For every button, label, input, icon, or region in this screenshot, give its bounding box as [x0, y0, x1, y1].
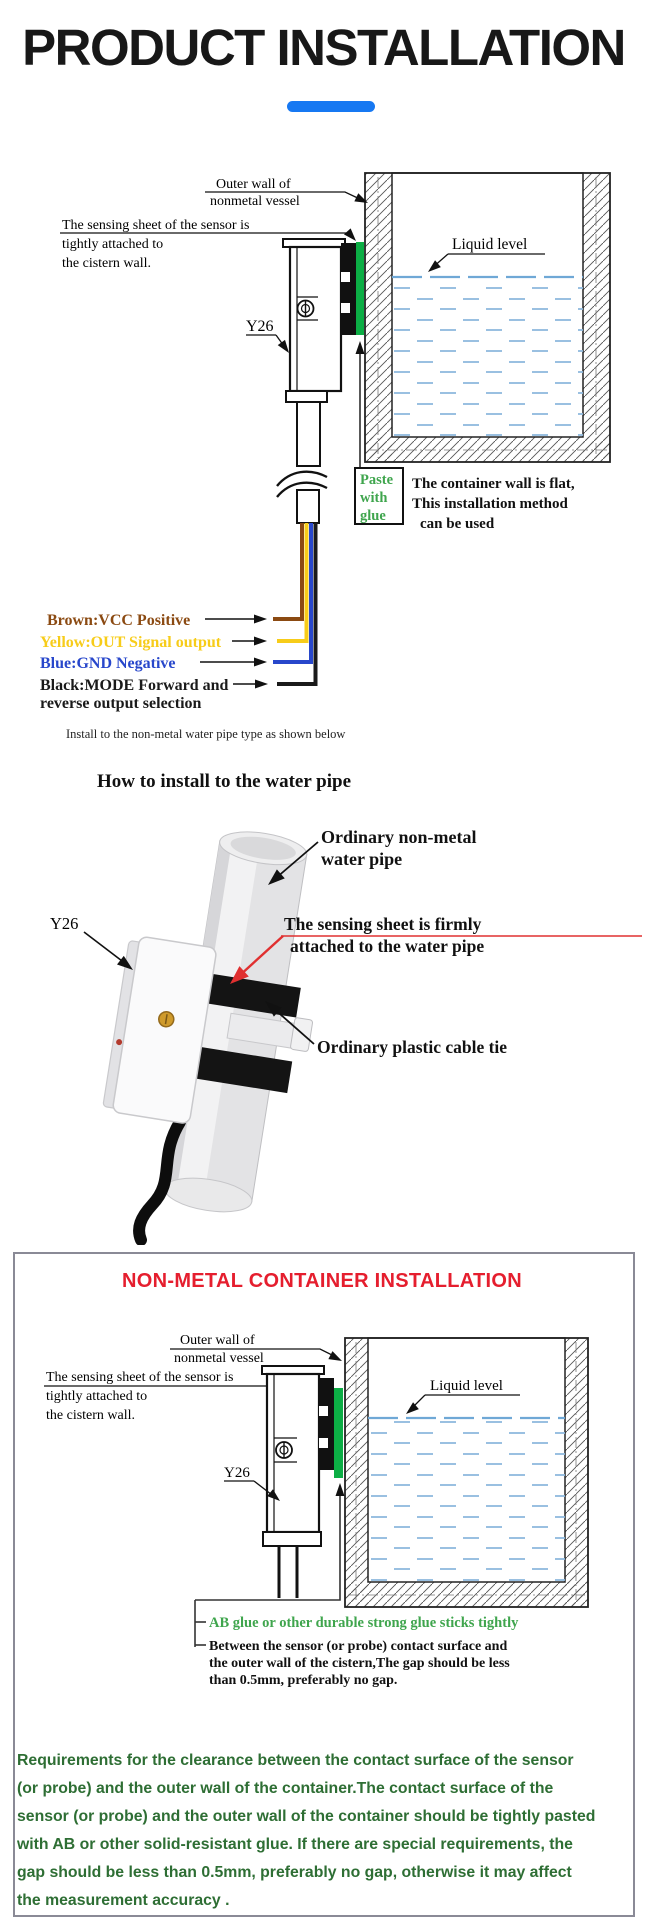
vessel-installation-diagram	[0, 140, 647, 715]
water	[368, 1420, 565, 1582]
svg-text:The sensing sheet of the senso: The sensing sheet of the sensor is	[46, 1370, 234, 1385]
svg-text:attached to the water pipe: attached to the water pipe	[290, 936, 485, 956]
wire-brown	[273, 523, 302, 619]
svg-text:Liquid level: Liquid level	[452, 236, 528, 253]
svg-text:Y26: Y26	[224, 1465, 250, 1481]
svg-text:Outer wall of: Outer wall of	[180, 1333, 255, 1348]
svg-text:the outer wall of the cistern,: the outer wall of the cistern,The gap should be less	[209, 1656, 510, 1671]
svg-text:Outer wall of: Outer wall of	[216, 177, 291, 192]
pipe-caption: Install to the non-metal water pipe type as shown below	[66, 727, 346, 741]
svg-text:The sensing sheet of the senso: The sensing sheet of the sensor is	[62, 218, 250, 233]
svg-text:Ordinary plastic cable tie: Ordinary plastic cable tie	[317, 1037, 508, 1057]
liquid-level-label	[425, 236, 545, 275]
wire-yellow-label: Yellow:OUT Signal output	[40, 634, 222, 651]
svg-text:tightly attached to: tightly attached to	[46, 1389, 148, 1404]
svg-text:Y26: Y26	[50, 914, 79, 933]
svg-text:The container wall is flat,: The container wall is flat,	[412, 476, 575, 492]
sensing-strip	[334, 1388, 343, 1478]
svg-text:the cistern wall.: the cistern wall.	[62, 256, 152, 271]
wire-labels	[40, 612, 268, 712]
title-accent-bar	[287, 101, 375, 112]
liquid-level-label	[403, 1378, 520, 1417]
svg-text:The sensing sheet is firmly: The sensing sheet is firmly	[284, 914, 482, 934]
svg-text:Liquid level: Liquid level	[430, 1378, 503, 1394]
sensor-wires	[273, 523, 316, 684]
svg-text:with: with	[360, 490, 388, 506]
svg-text:reverse output selection: reverse output selection	[40, 695, 202, 712]
outer-wall-label	[170, 1333, 344, 1366]
sensing-strip	[356, 242, 364, 335]
svg-text:Between the sensor (or probe): Between the sensor (or probe) contact surface and	[209, 1639, 508, 1654]
svg-text:the cistern wall.: the cistern wall.	[46, 1408, 136, 1423]
svg-text:glue: glue	[360, 508, 386, 524]
svg-text:nonmetal vessel: nonmetal vessel	[210, 194, 300, 209]
svg-text:than 0.5mm, preferably no gap.: than 0.5mm, preferably no gap.	[209, 1673, 398, 1688]
container-installation-diagram	[0, 1300, 647, 1700]
wire-black-label: Black:MODE Forward and	[40, 677, 229, 694]
model-label	[50, 914, 136, 974]
page-title: PRODUCT INSTALLATION	[22, 19, 625, 76]
svg-text:This installation method: This installation method	[412, 496, 568, 512]
svg-text:nonmetal vessel: nonmetal vessel	[174, 1351, 264, 1366]
sensor-clamp	[319, 1378, 334, 1470]
container-section-heading: NON-METAL CONTAINER INSTALLATION	[122, 1270, 522, 1292]
wire-blue-label: Blue:GND Negative	[40, 655, 176, 672]
vessel-tank	[365, 173, 610, 462]
svg-text:Paste: Paste	[360, 472, 394, 488]
outer-wall-label	[205, 177, 370, 209]
model-label	[246, 318, 293, 356]
water	[392, 279, 583, 437]
svg-text:can be used: can be used	[420, 516, 495, 532]
sensor-drawing	[277, 239, 364, 523]
ab-glue-note: AB glue or other durable strong glue sticks tightly	[209, 1615, 519, 1631]
pipe-installation-diagram	[0, 800, 647, 1245]
flat-wall-note	[412, 476, 575, 532]
svg-text:Y26: Y26	[246, 318, 274, 335]
pipe-section-heading: How to install to the water pipe	[97, 771, 352, 792]
sensor-drawing	[262, 1366, 343, 1598]
svg-text:Ordinary non-metal: Ordinary non-metal	[321, 827, 477, 847]
requirements-paragraph: Requirements for the clearance between the contact surface of the sensor (or probe) and the outer wall of the container.The contact surface of the sensor (or probe) and the outer wall of the container should be tightly pasted with AB or other solid-resistant glue. If there are special requirements, the gap should be less than 0.5mm, preferably no gap, otherwise it may affect the measurement accuracy .	[17, 1752, 596, 1909]
svg-text:water pipe: water pipe	[321, 849, 403, 869]
svg-text:tightly attached to: tightly attached to	[62, 237, 164, 252]
cable-tie-buckle	[290, 1017, 313, 1051]
sensor-clamp	[341, 243, 356, 335]
wire-brown-label: Brown:VCC Positive	[47, 612, 191, 629]
